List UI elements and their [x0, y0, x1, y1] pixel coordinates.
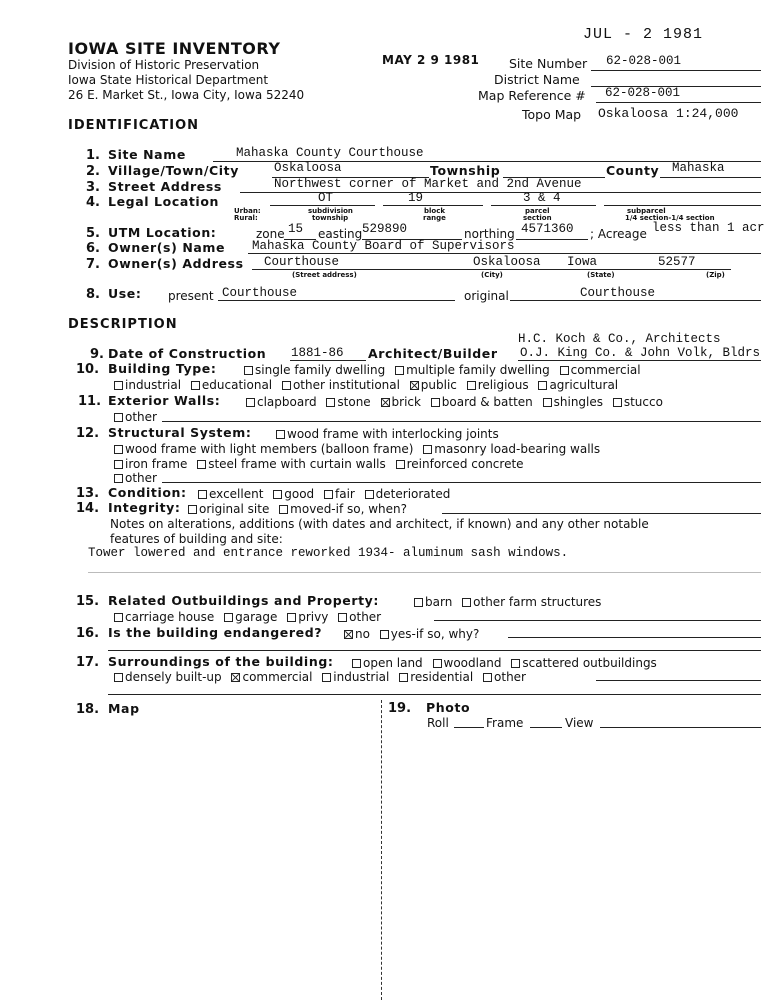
zone-value[interactable]: 15 — [288, 222, 304, 236]
owner-street-value[interactable]: Courthouse — [264, 255, 340, 269]
checkbox[interactable] — [114, 445, 123, 454]
county-label: County — [606, 163, 660, 178]
struct-opt-interlocking[interactable]: wood frame with interlocking joints — [276, 428, 499, 440]
checkbox[interactable] — [279, 505, 288, 514]
checkbox[interactable] — [511, 659, 520, 668]
integrity-moved[interactable]: moved-if so, when? — [279, 502, 407, 516]
notes-line-1 — [88, 572, 761, 573]
owner-zip-value[interactable]: 52577 — [658, 255, 696, 269]
surround-other-line — [596, 680, 761, 681]
checkbox[interactable] — [276, 430, 285, 439]
owner-name-line — [248, 253, 761, 254]
item-number-17: 17. — [76, 655, 100, 670]
checkbox-checked[interactable] — [410, 381, 419, 390]
checkbox-checked[interactable] — [344, 630, 353, 639]
struct-other-line — [162, 482, 761, 483]
checkbox[interactable] — [322, 673, 331, 682]
related-row-1 — [414, 596, 607, 608]
org-line-3: 26 E. Market St., Iowa City, Iowa 52240 — [68, 88, 305, 102]
related-row-2 — [114, 611, 387, 623]
structural-row-2 — [114, 443, 606, 455]
surroundings-row-2 — [114, 671, 532, 683]
township-label: Township — [430, 163, 501, 178]
checkbox[interactable] — [246, 398, 255, 407]
present-use-line — [218, 300, 455, 301]
related-other-line — [434, 620, 761, 621]
easting-value[interactable]: 529890 — [362, 222, 408, 236]
district-name-label: District Name — [494, 72, 580, 87]
checkbox[interactable] — [399, 673, 408, 682]
builder-line — [518, 360, 761, 361]
legal-line-b — [383, 205, 483, 206]
northing-line — [516, 239, 588, 240]
condition-label: Condition: — [108, 485, 187, 500]
btype-educational[interactable]: educational — [191, 378, 272, 392]
endangered-why-line-2 — [108, 650, 761, 651]
owner-name-value[interactable]: Mahaska County Board of Supervisors — [252, 239, 515, 253]
related-carriage-house[interactable]: carriage house — [114, 610, 214, 624]
acreage-value[interactable]: less than 1 acr — [652, 221, 765, 235]
checkbox[interactable] — [431, 398, 440, 407]
item-number-14: 14. — [76, 501, 100, 516]
btype-agricultural[interactable]: agricultural — [538, 378, 618, 392]
condition-row — [198, 488, 456, 500]
item-number-4: 4. — [86, 195, 100, 210]
integrity-label: Integrity: — [108, 500, 181, 515]
btype-other-institutional[interactable]: other institutional — [282, 378, 400, 392]
checkbox[interactable] — [114, 673, 123, 682]
date-line — [290, 360, 366, 361]
building-type-label: Building Type: — [108, 361, 217, 376]
checkbox[interactable] — [352, 659, 361, 668]
map-photo-divider — [381, 700, 382, 1000]
county-line — [660, 177, 761, 178]
site-number-label: Site Number — [509, 56, 588, 71]
topo-map-label: Topo Map — [522, 107, 582, 122]
view-line — [600, 727, 761, 728]
zip-caption: (Zip) — [706, 271, 725, 279]
legal-block-value[interactable]: 19 — [408, 191, 424, 205]
endangered-no[interactable]: no — [344, 627, 370, 641]
checkbox[interactable] — [423, 445, 432, 454]
moved-when-line — [442, 513, 761, 514]
related-garage[interactable]: garage — [224, 610, 277, 624]
endangered-yes[interactable]: yes-if so, why? — [380, 627, 480, 641]
notes-instructions-2: features of building and site: — [110, 532, 283, 546]
identification-heading: IDENTIFICATION — [68, 118, 200, 133]
integrity-original-site[interactable]: original site — [188, 502, 269, 516]
item-number-10: 10. — [76, 362, 100, 377]
struct-other[interactable]: other — [114, 472, 157, 484]
present-use-label: present — [168, 289, 214, 303]
condition-excellent[interactable]: excellent — [198, 487, 263, 501]
owner-city-value[interactable]: Oskaloosa — [473, 255, 541, 269]
use-label: Use: — [108, 286, 142, 301]
structural-system-label: Structural System: — [108, 425, 252, 440]
map-reference-label: Map Reference # — [478, 88, 586, 103]
checkbox[interactable] — [324, 490, 333, 499]
roll-line — [454, 727, 484, 728]
checkbox[interactable] — [538, 381, 547, 390]
btype-industrial[interactable]: industrial — [114, 378, 181, 392]
endangered-row — [344, 628, 485, 640]
checkbox[interactable] — [414, 598, 423, 607]
btype-commercial[interactable]: commercial — [560, 363, 641, 377]
legal-line-a — [270, 205, 375, 206]
exterior-walls-label: Exterior Walls: — [108, 393, 221, 408]
view-label: View — [565, 716, 594, 730]
roll-label: Roll — [427, 716, 449, 730]
checkbox[interactable] — [613, 398, 622, 407]
surround-other[interactable]: other — [483, 670, 526, 684]
frame-label: Frame — [486, 716, 524, 730]
checkbox[interactable] — [114, 613, 123, 622]
map-reference-value[interactable]: 62-028-001 — [605, 86, 681, 100]
btype-public[interactable]: public — [410, 378, 457, 392]
surround-commercial[interactable]: commercial — [231, 670, 312, 684]
endangered-label: Is the building endangered? — [108, 625, 323, 640]
related-privy[interactable]: privy — [287, 610, 328, 624]
surround-industrial[interactable]: industrial — [322, 670, 389, 684]
original-use-line — [510, 300, 761, 301]
site-name-value[interactable]: Mahaska County Courthouse — [236, 146, 424, 160]
township-caption: township — [312, 214, 349, 222]
surround-woodland[interactable]: woodland — [433, 656, 502, 670]
state-caption: (State) — [587, 271, 615, 279]
quarter-section-caption: 1/4 section-1/4 section — [625, 214, 715, 222]
condition-deteriorated[interactable]: deteriorated — [365, 487, 451, 501]
struct-opt-masonry[interactable]: masonry load-bearing walls — [423, 442, 600, 456]
struct-opt-balloon[interactable]: wood frame with light members (balloon frame) — [114, 442, 413, 456]
street-address-label: Street Address — [108, 179, 222, 194]
item-number-7: 7. — [86, 257, 100, 272]
site-number-line — [591, 70, 761, 71]
map-label: Map — [108, 701, 140, 716]
northing-value[interactable]: 4571360 — [521, 222, 574, 236]
structural-row-3 — [114, 458, 530, 470]
checkbox[interactable] — [114, 460, 123, 469]
checkbox[interactable] — [114, 381, 123, 390]
village-value[interactable]: Oskaloosa — [274, 161, 342, 175]
legal-line-c — [491, 205, 596, 206]
surround-scattered[interactable]: scattered outbuildings — [511, 656, 656, 670]
map-reference-line — [596, 102, 761, 103]
notes-instructions-1: Notes on alterations, additions (with dates and architect, if known) and any other notable — [110, 517, 649, 531]
owner-address-line — [252, 269, 731, 270]
org-line-1: Division of Historic Preservation — [68, 58, 260, 72]
checkbox[interactable] — [198, 490, 207, 499]
surroundings-label: Surroundings of the building: — [108, 654, 334, 669]
related-barn[interactable]: barn — [414, 595, 452, 609]
item-number-12: 12. — [76, 426, 100, 441]
item-number-6: 6. — [86, 241, 100, 256]
btype-religious[interactable]: religious — [467, 378, 529, 392]
rural-caption: Rural: — [234, 214, 258, 222]
struct-opt-steel[interactable]: steel frame with curtain walls — [197, 457, 386, 471]
condition-good[interactable]: good — [273, 487, 314, 501]
legal-location-label: Legal Location — [108, 194, 220, 209]
city-caption: (City) — [481, 271, 503, 279]
related-outbuildings-label: Related Outbuildings and Property: — [108, 593, 380, 608]
building-type-row-2 — [114, 379, 624, 391]
btype-multiple-family[interactable]: multiple family dwelling — [395, 363, 550, 377]
checkbox[interactable] — [244, 366, 253, 375]
struct-opt-iron[interactable]: iron frame — [114, 457, 187, 471]
walls-brick[interactable]: brick — [381, 395, 421, 409]
item-number-9: 9. — [90, 347, 104, 362]
checkbox[interactable] — [560, 366, 569, 375]
btype-single-family[interactable]: single family dwelling — [244, 363, 385, 377]
surround-residential[interactable]: residential — [399, 670, 473, 684]
checkbox[interactable] — [273, 490, 282, 499]
checkbox[interactable] — [396, 460, 405, 469]
item-number-1: 1. — [86, 148, 100, 163]
urban-caption: Urban: — [234, 207, 261, 215]
date-of-construction-value[interactable]: 1881-86 — [291, 346, 344, 360]
received-stamp-jul: JUL - 2 1981 — [583, 26, 704, 43]
original-use-value[interactable]: Courthouse — [580, 286, 656, 300]
architect-builder-label: Architect/Builder — [368, 346, 498, 361]
legal-line-d — [604, 205, 761, 206]
checkbox[interactable] — [467, 381, 476, 390]
org-line-2: Iowa State Historical Department — [68, 73, 269, 87]
item-number-5: 5. — [86, 226, 100, 241]
checkbox[interactable] — [395, 366, 404, 375]
site-number-value[interactable]: 62-028-001 — [606, 54, 682, 68]
block-caption: block — [424, 207, 446, 215]
subparcel-caption: subparcel — [627, 207, 666, 215]
item-number-13: 13. — [76, 486, 100, 501]
site-name-label: Site Name — [108, 147, 186, 162]
struct-opt-concrete[interactable]: reinforced concrete — [396, 457, 524, 471]
checkbox-checked[interactable] — [381, 398, 390, 407]
village-label: Village/Town/City — [108, 163, 239, 178]
form-title: IOWA SITE INVENTORY — [68, 39, 281, 58]
owner-address-label: Owner(s) Address — [108, 256, 244, 271]
utm-location-label: UTM Location: — [108, 225, 217, 240]
zone-label: zone — [256, 227, 285, 241]
date-of-construction-label: Date of Construction — [108, 346, 267, 361]
checkbox[interactable] — [197, 460, 206, 469]
item-number-11: 11. — [78, 394, 102, 409]
surround-densely-built[interactable]: densely built-up — [114, 670, 222, 684]
endangered-why-line — [508, 637, 761, 638]
item-number-19: 19. — [388, 701, 412, 716]
checkbox[interactable] — [114, 474, 123, 483]
item-number-18: 18. — [76, 702, 100, 717]
section-caption: section — [523, 214, 552, 222]
acreage-label: ; Acreage — [590, 227, 647, 241]
frame-line — [530, 727, 562, 728]
northing-label: northing — [464, 227, 515, 241]
street-caption: (Street address) — [292, 271, 357, 279]
checkbox[interactable] — [543, 398, 552, 407]
present-use-value[interactable]: Courthouse — [222, 286, 298, 300]
walls-clapboard[interactable]: clapboard — [246, 395, 317, 409]
condition-fair[interactable]: fair — [324, 487, 355, 501]
street-address-value[interactable]: Northwest corner of Market and 2nd Avenue — [274, 177, 582, 191]
checkbox[interactable] — [326, 398, 335, 407]
walls-other[interactable]: other — [114, 411, 157, 423]
legal-subdivision-value[interactable]: OT — [318, 191, 334, 205]
checkbox[interactable] — [433, 659, 442, 668]
related-other[interactable]: other — [338, 610, 381, 624]
item-number-8: 8. — [86, 287, 100, 302]
legal-parcel-value[interactable]: 3 & 4 — [523, 191, 561, 205]
walls-stucco[interactable]: stucco — [613, 395, 663, 409]
related-other-farm[interactable]: other farm structures — [462, 595, 601, 609]
checkbox[interactable] — [114, 413, 123, 422]
item-number-16: 16. — [76, 626, 100, 641]
surround-line-2 — [108, 694, 761, 695]
checkbox[interactable] — [191, 381, 200, 390]
item-number-3: 3. — [86, 180, 100, 195]
received-stamp-may: MAY 2 9 1981 — [382, 53, 480, 67]
checkbox[interactable] — [224, 613, 233, 622]
description-heading: DESCRIPTION — [68, 317, 178, 332]
checkbox[interactable] — [365, 490, 374, 499]
integrity-row — [188, 503, 413, 515]
item-number-2: 2. — [86, 164, 100, 179]
architect-extra-value[interactable]: H.C. Koch & Co., Architects — [518, 332, 721, 346]
building-type-row-1 — [244, 364, 647, 376]
checkbox[interactable] — [380, 630, 389, 639]
photo-label: Photo — [426, 700, 471, 715]
surroundings-row-1 — [352, 657, 663, 669]
builder-value[interactable]: O.J. King Co. & John Volk, Bldrs — [520, 346, 761, 360]
checkbox[interactable] — [462, 598, 471, 607]
checkbox[interactable] — [287, 613, 296, 622]
exterior-walls-row — [246, 396, 669, 408]
checkbox-checked[interactable] — [231, 673, 240, 682]
checkbox[interactable] — [338, 613, 347, 622]
owner-state-value[interactable]: Iowa — [567, 255, 598, 269]
checkbox[interactable] — [188, 505, 197, 514]
parcel-caption: parcel — [525, 207, 550, 215]
checkbox[interactable] — [483, 673, 492, 682]
item-number-15: 15. — [76, 594, 100, 609]
walls-stone[interactable]: stone — [326, 395, 370, 409]
original-use-label: original — [464, 289, 509, 303]
range-caption: range — [423, 214, 446, 222]
walls-shingles[interactable]: shingles — [543, 395, 603, 409]
checkbox[interactable] — [282, 381, 291, 390]
surround-open-land[interactable]: open land — [352, 656, 423, 670]
walls-other-line — [162, 421, 761, 422]
walls-board-batten[interactable]: board & batten — [431, 395, 533, 409]
owner-name-label: Owner(s) Name — [108, 240, 226, 255]
notes-text[interactable]: Tower lowered and entrance reworked 1934- aluminum sash windows. — [88, 546, 569, 560]
topo-map-value[interactable]: Oskaloosa 1:24,000 — [598, 106, 739, 121]
easting-label: easting — [318, 227, 363, 241]
county-value[interactable]: Mahaska — [672, 161, 725, 175]
subdivision-caption: subdivision — [308, 207, 353, 215]
